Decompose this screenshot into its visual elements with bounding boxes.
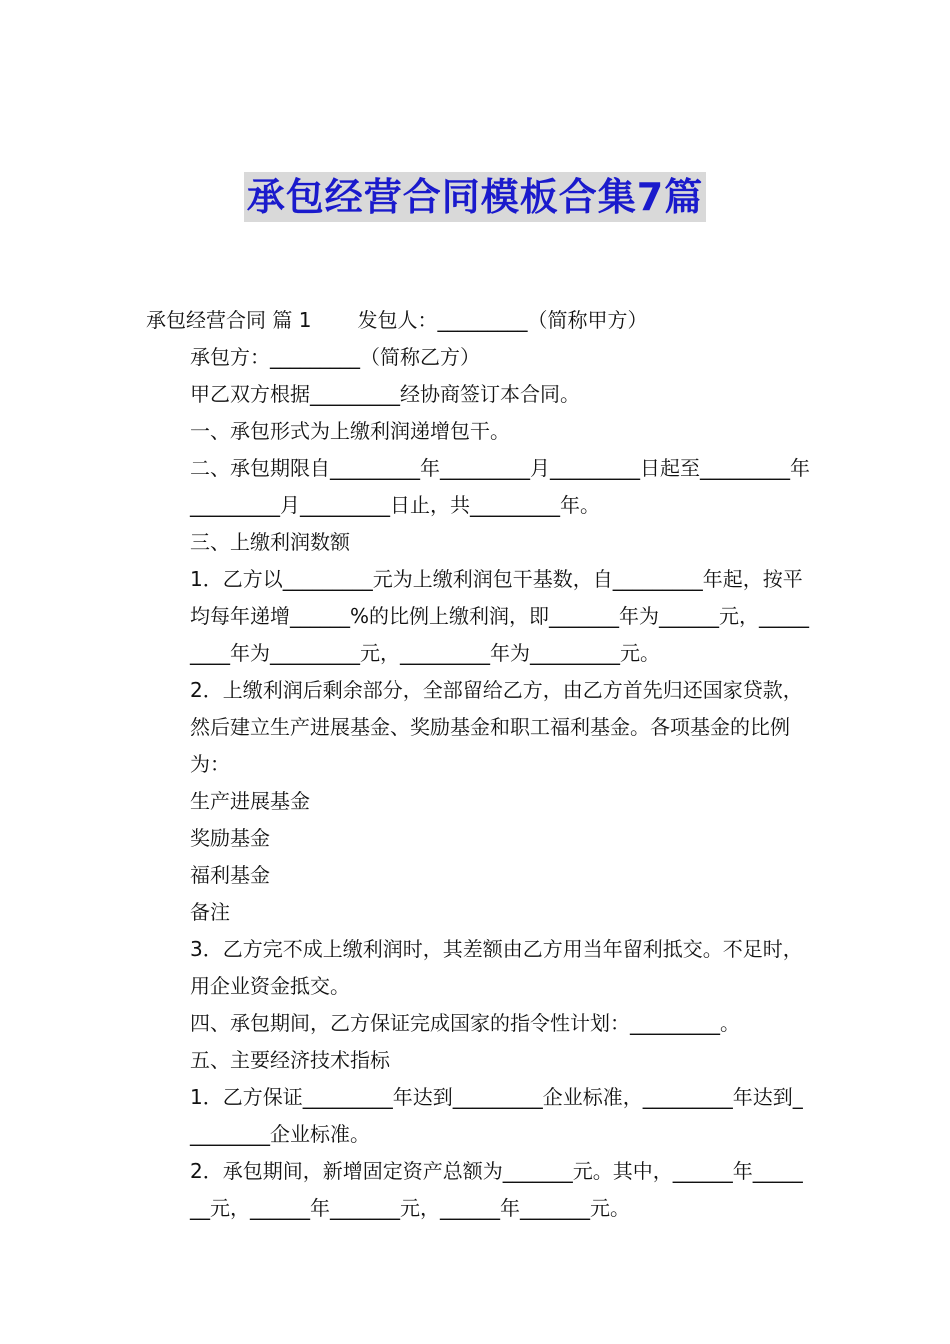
document-title: 承包经营合同模板合集7篇 (244, 172, 706, 222)
paragraph-party-b: 承包方：_________（简称乙方） (190, 345, 480, 369)
title-wrap (0, 172, 950, 222)
fund-item-development: 生产进展基金 (190, 789, 310, 813)
paragraph-clause-5-1: 1．乙方保证_________年达到_________企业标准，_________年达到_________企业标准。 (190, 1085, 803, 1146)
paragraph-clause-3-1: 1．乙方以_________元为上缴利润包干基数，自_________年起，按平均每年递增______%的比例上缴利润，即_______年为______元，_________年为_________元，_________年为_________元。 (190, 567, 810, 665)
paragraph-clause-1: 一、承包形式为上缴利润递增包干。 (190, 419, 510, 443)
paragraph-clause-3-3: 3．乙方完不成上缴利润时，其差额由乙方用当年留利抵交。不足时，用企业资金抵交。 (190, 937, 803, 998)
paragraph-clause-5-2: 2．承包期间，新增固定资产总额为_______元。其中，______年_______元，______年_______元，______年_______元。 (190, 1159, 803, 1220)
paragraph-clause-2: 二、承包期限自_________年_________月_________日起至_________年_________月_________日止，共_________年。 (190, 456, 810, 517)
paragraph-clause-4: 四、承包期间，乙方保证完成国家的指令性计划：_________。 (190, 1011, 740, 1035)
paragraph-clause-3-2: 2．上缴利润后剩余部分，全部留给乙方，由乙方首先归还国家贷款，然后建立生产进展基金、奖励基金和职工福利基金。各项基金的比例为： (190, 678, 803, 776)
first-line (146, 302, 811, 339)
section-heading: 承包经营合同 篇 1 (146, 308, 312, 332)
fund-item-welfare: 福利基金 (190, 863, 270, 887)
paragraph-clause-5: 五、主要经济技术指标 (190, 1048, 390, 1072)
paragraph-basis: 甲乙双方根据_________经协商签订本合同。 (190, 382, 580, 406)
paragraph-clause-3: 三、上缴利润数额 (190, 530, 350, 554)
fund-item-reward: 奖励基金 (190, 826, 270, 850)
party-a-line: 发包人：_________（简称甲方） (357, 308, 648, 332)
fund-item-remark: 备注 (190, 900, 230, 924)
document-body (146, 302, 811, 1227)
